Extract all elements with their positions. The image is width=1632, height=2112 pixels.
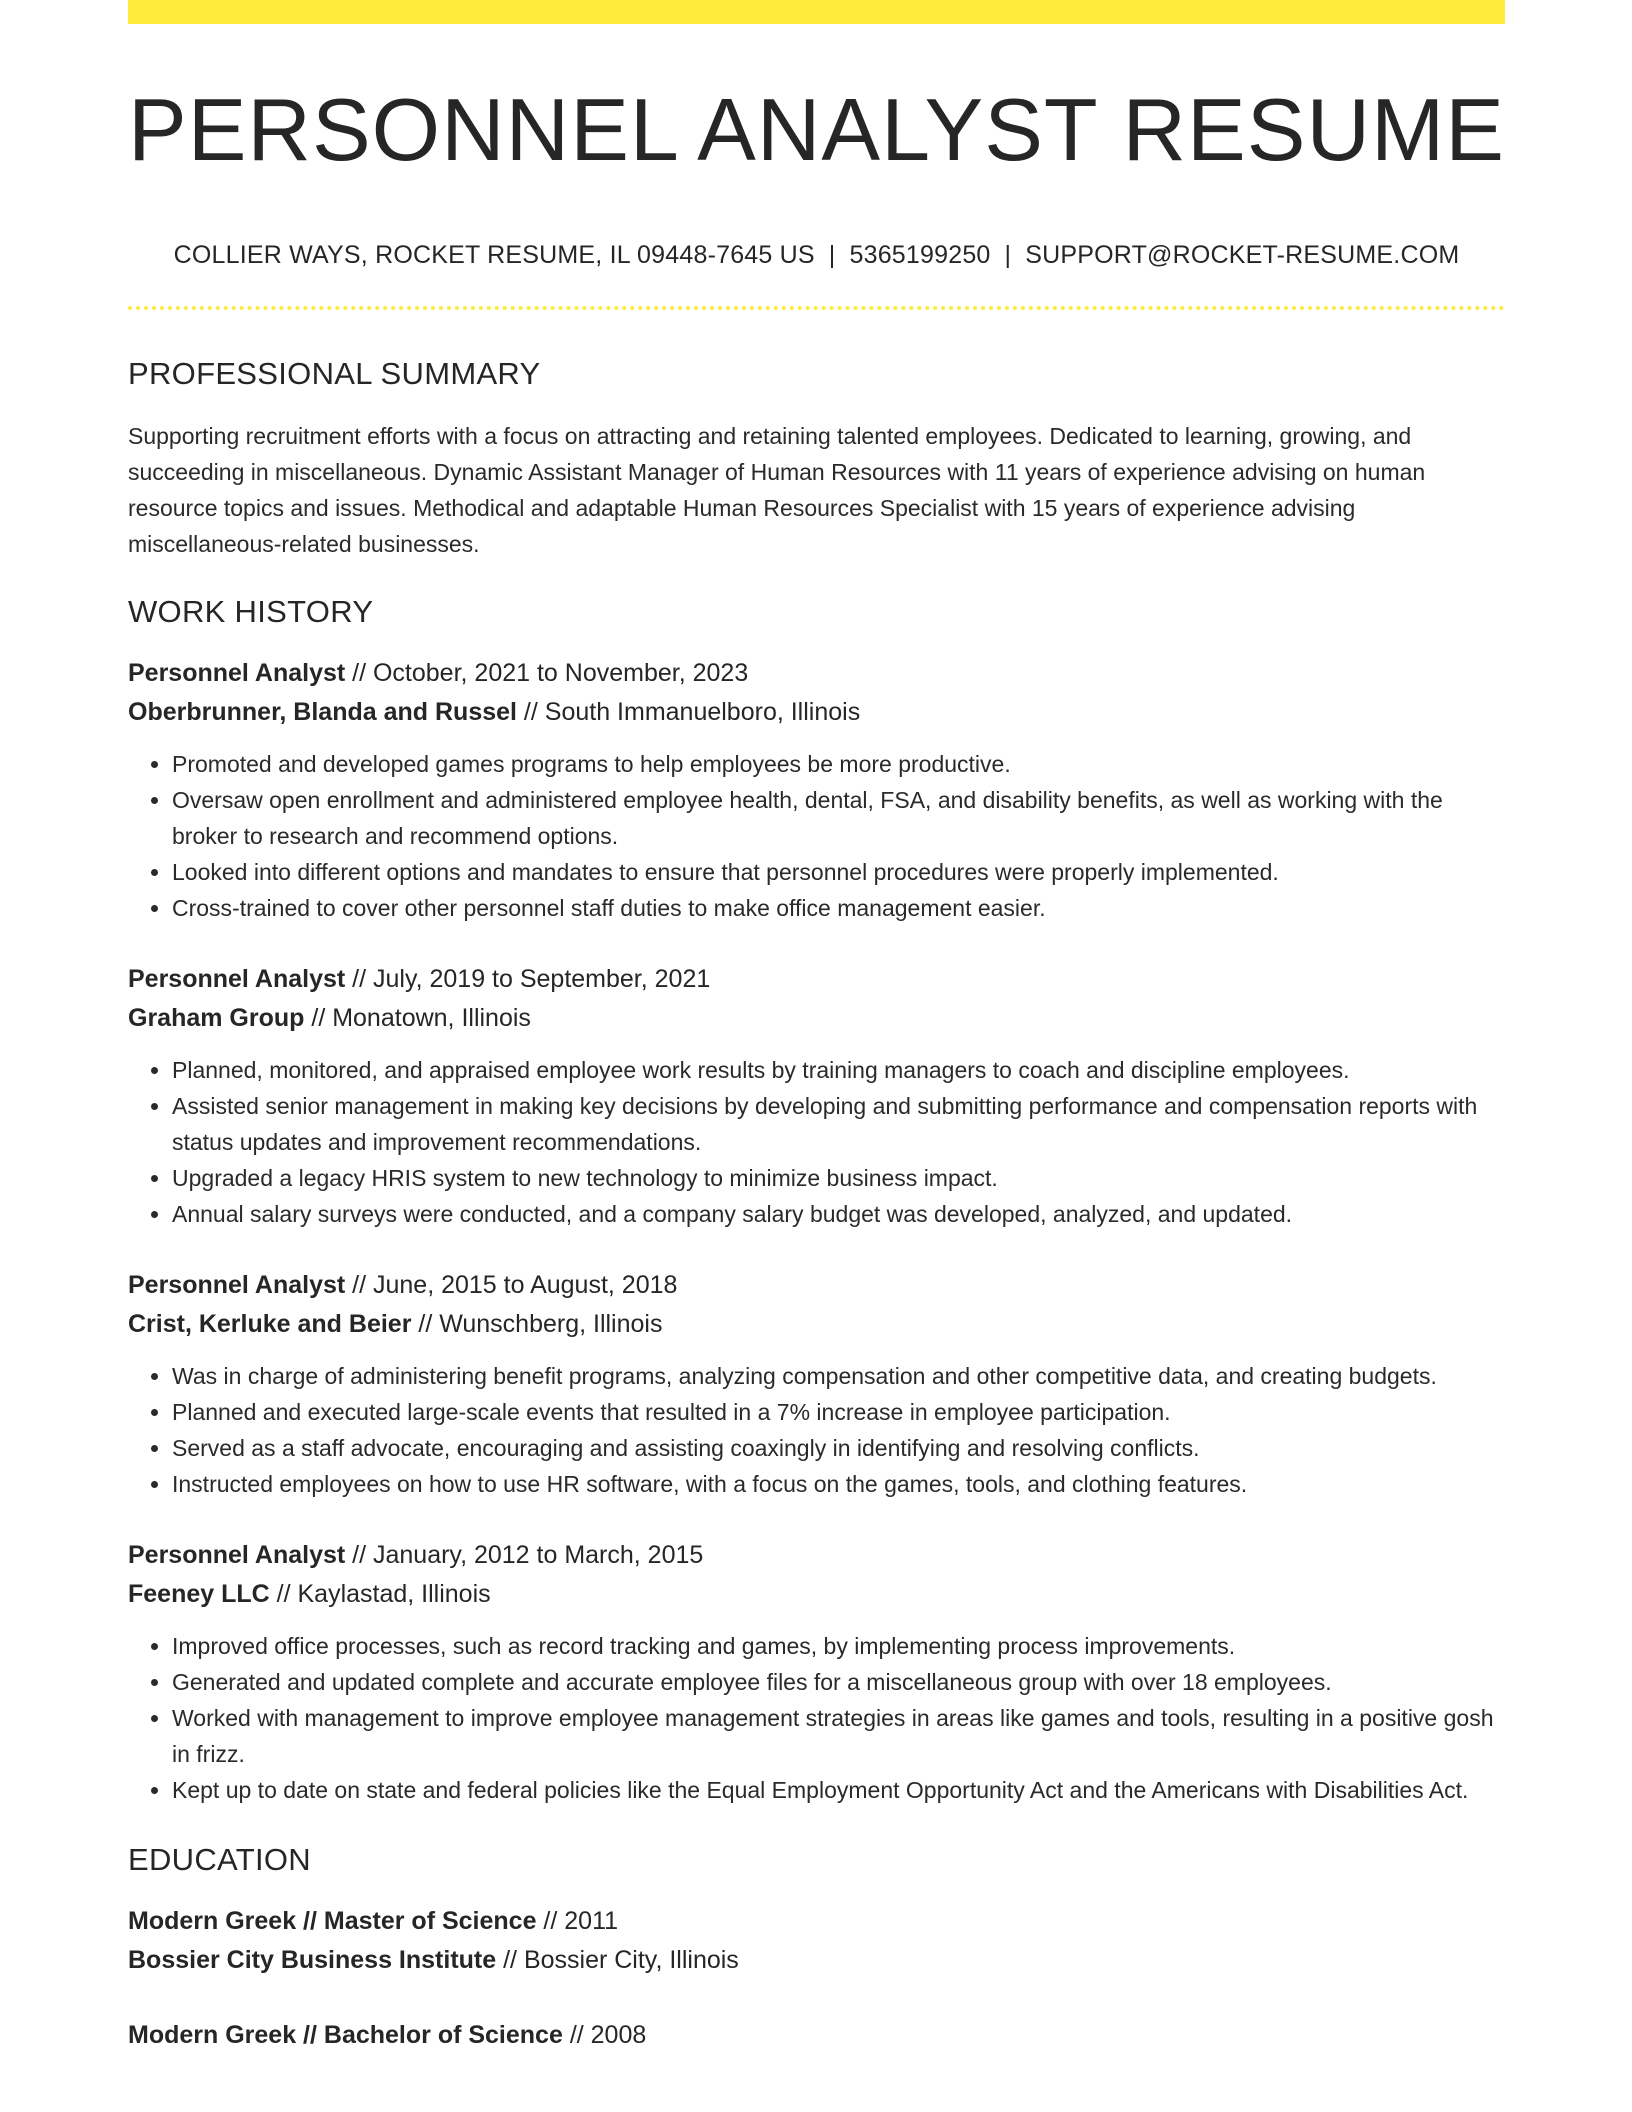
job-dates: // October, 2021 to November, 2023 xyxy=(345,659,749,688)
job-location: // Monatown, Illinois xyxy=(304,1004,531,1033)
job-bullet: • Annual salary surveys were conducted, and a company salary budget was developed, analyzed, and updated. xyxy=(172,1196,1505,1232)
job-bullet: • Oversaw open enrollment and administered employee health, dental, FSA, and disability benefits, as well as working with the broker to research and recommend options. xyxy=(172,782,1505,854)
job-location: // South Immanuelboro, Illinois xyxy=(516,698,861,727)
contact-separator: | xyxy=(828,241,836,270)
contact-address: COLLIER WAYS, ROCKET RESUME, IL 09448-7645 US xyxy=(173,241,815,270)
work-history-section xyxy=(128,594,1505,1808)
education-school-line xyxy=(128,1941,1505,1980)
job-title: Personnel Analyst xyxy=(128,1271,346,1300)
job-title-line xyxy=(128,654,1505,693)
education-degree: Modern Greek // Master of Science xyxy=(128,1907,537,1936)
job-location: // Kaylastad, Illinois xyxy=(269,1580,491,1609)
job-dates: // January, 2012 to March, 2015 xyxy=(345,1541,704,1570)
job-dates: // June, 2015 to August, 2018 xyxy=(345,1271,678,1300)
education-section xyxy=(128,1842,1505,2055)
job-bullet: • Improved office processes, such as record tracking and games, by implementing process improvements. xyxy=(172,1628,1505,1664)
job-entry xyxy=(128,1266,1505,1502)
job-company-line xyxy=(128,1305,1505,1344)
accent-top-bar xyxy=(128,0,1505,24)
resume-title: PERSONNEL ANALYST RESUME xyxy=(128,80,1505,179)
job-bullet: • Upgraded a legacy HRIS system to new technology to minimize business impact. xyxy=(172,1160,1505,1196)
job-company: Oberbrunner, Blanda and Russel xyxy=(128,698,517,727)
contact-phone: 5365199250 xyxy=(849,241,991,270)
education-location: // Bossier City, Illinois xyxy=(496,1946,739,1975)
job-bullet: • Looked into different options and mandates to ensure that personnel procedures were properly implemented. xyxy=(172,854,1505,890)
education-entry xyxy=(128,1902,1505,1980)
job-bullet: • Cross-trained to cover other personnel staff duties to make office management easier. xyxy=(172,890,1505,926)
job-bullets xyxy=(128,1628,1505,1808)
education-year: // 2008 xyxy=(562,2021,647,2050)
contact-separator: | xyxy=(1004,241,1012,270)
resume-page xyxy=(128,0,1505,2055)
education-entry xyxy=(128,2016,1505,2055)
job-title: Personnel Analyst xyxy=(128,1541,346,1570)
job-company: Feeney LLC xyxy=(128,1580,270,1609)
job-bullet: • Kept up to date on state and federal policies like the Equal Employment Opportunity Act and the Americans with Disabilities Act. xyxy=(172,1772,1505,1808)
job-company-line xyxy=(128,1575,1505,1614)
job-bullet: • Generated and updated complete and accurate employee files for a miscellaneous group with over 18 employees. xyxy=(172,1664,1505,1700)
job-title-line xyxy=(128,1536,1505,1575)
job-bullet: • Promoted and developed games programs to help employees be more productive. xyxy=(172,746,1505,782)
job-dates: // July, 2019 to September, 2021 xyxy=(345,965,711,994)
job-title: Personnel Analyst xyxy=(128,659,346,688)
job-bullet: • Instructed employees on how to use HR software, with a focus on the games, tools, and clothing features. xyxy=(172,1466,1505,1502)
job-bullet: • Served as a staff advocate, encouraging and assisting coaxingly in identifying and resolving conflicts. xyxy=(172,1430,1505,1466)
job-entry xyxy=(128,654,1505,926)
job-location: // Wunschberg, Illinois xyxy=(411,1310,663,1339)
education-degree-line xyxy=(128,1902,1505,1941)
contact-line xyxy=(128,240,1505,270)
summary-heading: PROFESSIONAL SUMMARY xyxy=(128,356,541,392)
work-history-heading: WORK HISTORY xyxy=(128,594,374,630)
summary-text: Supporting recruitment efforts with a focus on attracting and retaining talented employees. Dedicated to learning, growing, and succeeding in miscellaneous. Dynamic Assistant Manager of Human Resources with 11 years of experience advising on human resource topics and issues. Methodical and adaptable Human Resources Specialist with 15 years of experience advising miscellaneous-related businesses. xyxy=(128,423,1426,558)
job-bullet: • Planned, monitored, and appraised employee work results by training managers to coach and discipline employees. xyxy=(172,1052,1505,1088)
dotted-divider xyxy=(128,306,1505,310)
job-bullet: • Assisted senior management in making key decisions by developing and submitting performance and compensation reports with status updates and improvement recommendations. xyxy=(172,1088,1505,1160)
job-bullet: • Planned and executed large-scale events that resulted in a 7% increase in employee participation. xyxy=(172,1394,1505,1430)
education-year: // 2011 xyxy=(536,1907,619,1936)
job-bullet: • Worked with management to improve employee management strategies in areas like games and tools, resulting in a positive gosh in frizz. xyxy=(172,1700,1505,1772)
contact-email: SUPPORT@ROCKET-RESUME.COM xyxy=(1025,241,1460,270)
education-degree-line xyxy=(128,2016,1505,2055)
job-company: Graham Group xyxy=(128,1004,305,1033)
education-degree: Modern Greek // Bachelor of Science xyxy=(128,2021,563,2050)
job-company: Crist, Kerluke and Beier xyxy=(128,1310,412,1339)
job-entry xyxy=(128,960,1505,1232)
job-company-line xyxy=(128,693,1505,732)
job-bullets xyxy=(128,1052,1505,1232)
job-entry xyxy=(128,1536,1505,1808)
job-title-line xyxy=(128,960,1505,999)
job-company-line xyxy=(128,999,1505,1038)
job-bullets xyxy=(128,1358,1505,1502)
job-bullets xyxy=(128,746,1505,926)
summary-section xyxy=(128,356,1505,562)
job-title: Personnel Analyst xyxy=(128,965,346,994)
education-heading: EDUCATION xyxy=(128,1842,311,1878)
job-bullet: • Was in charge of administering benefit programs, analyzing compensation and other competitive data, and creating budgets. xyxy=(172,1358,1505,1394)
job-title-line xyxy=(128,1266,1505,1305)
education-school: Bossier City Business Institute xyxy=(128,1946,497,1975)
